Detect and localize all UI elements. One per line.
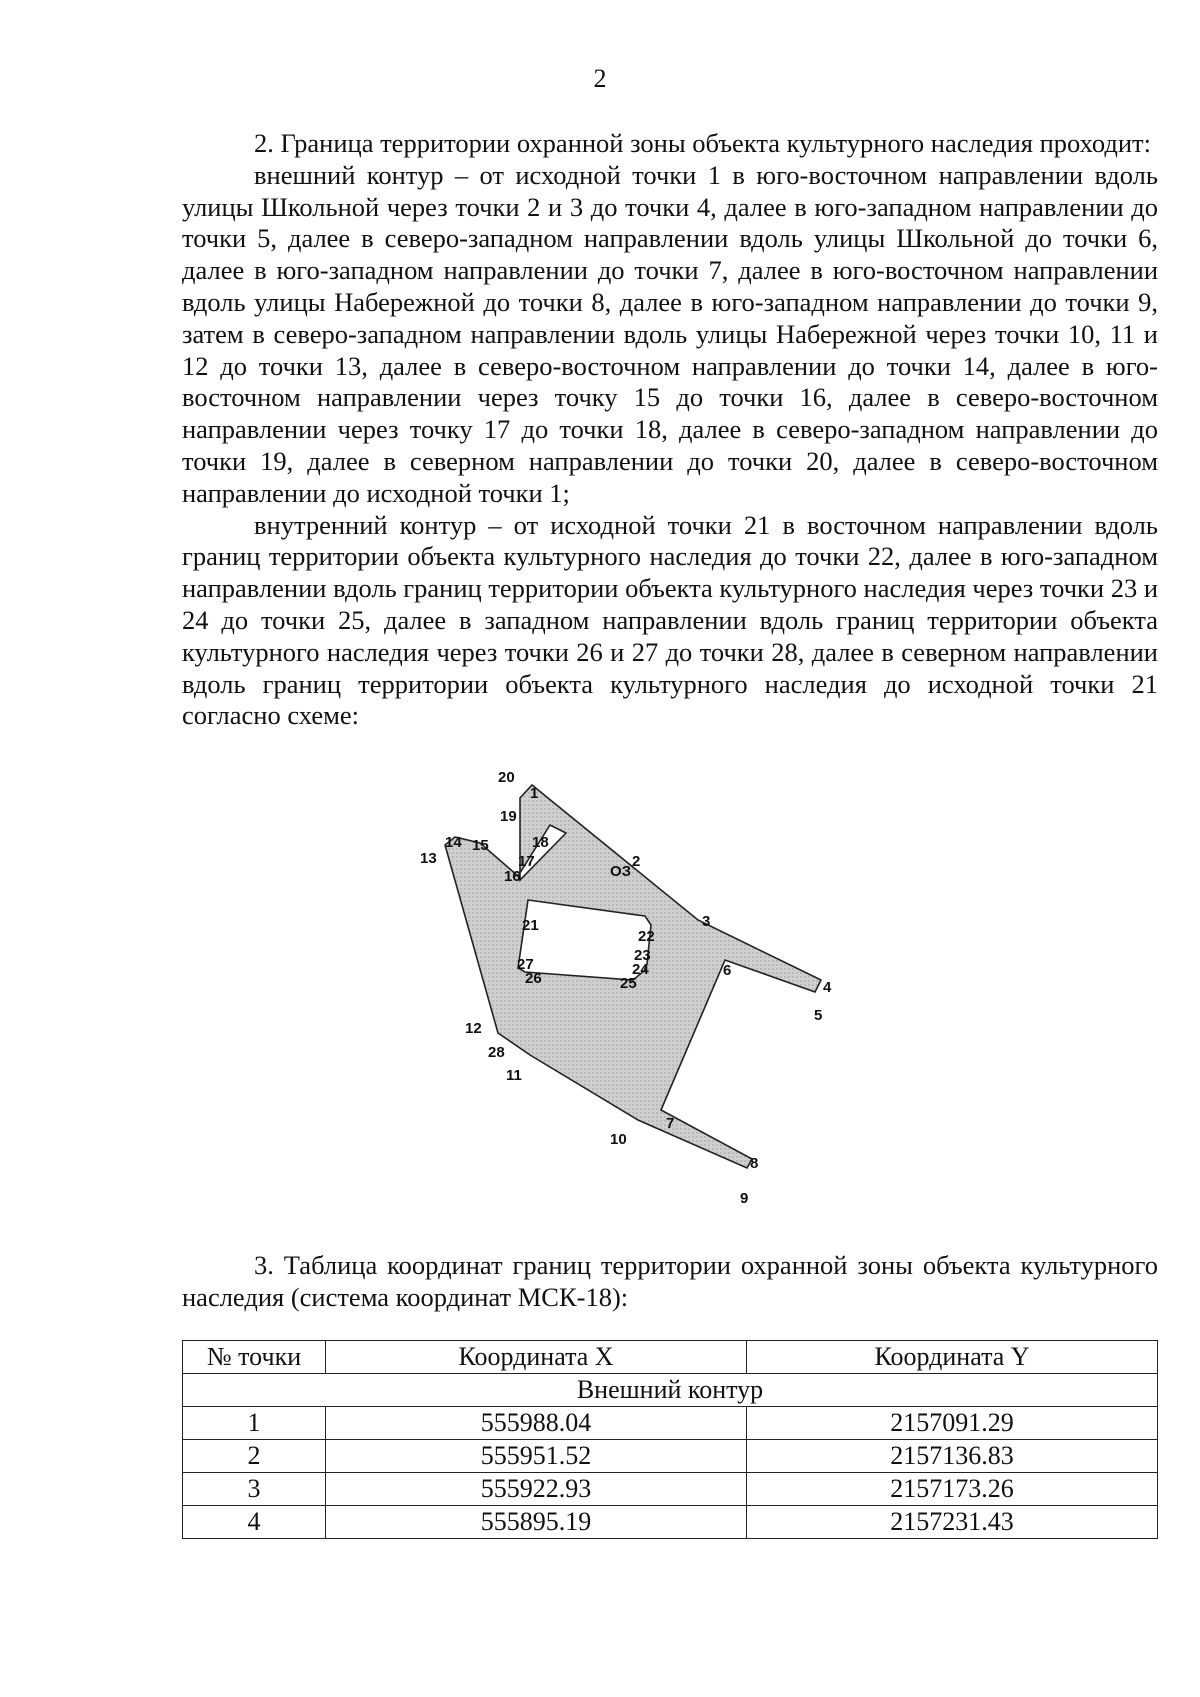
boundary-schema [420,769,920,1250]
cell-point-number: 3 [183,1473,326,1506]
cell-coordinate-y: 2157231.43 [747,1506,1158,1539]
point-label-17: 17 [518,853,535,870]
point-label-11: 11 [506,1067,522,1084]
group-label-outer-contour: Внешний контур [183,1374,1158,1407]
cell-point-number: 1 [183,1407,326,1440]
section-2-lead: 2. Граница территории охранной зоны объекта культурного наследия проходит: [254,128,1151,158]
point-label-2: 2 [632,853,641,870]
inner-contour-description: внутренний контур – от исходной точки 21 в восточном направлении вдоль границ территории объекта культурного наследия до точки 22, далее в юго-западном направлении вдоль границ территории объекта культурного наследия через точки 23 и 24 до точки 25, далее в западном направлении вдоль границ территории объекта культурного наследия через точки 26 и 27 до точки 28, далее в северном направлении вдоль границ территории объекта культурного наследия до исходной точки 21 согласно схеме: [182,509,1159,731]
table-group-row [183,1374,1158,1407]
point-label-16: 16 [504,868,521,885]
point-label-23: 23 [634,947,651,964]
point-label-8: 8 [750,1155,759,1172]
cell-coordinate-y: 2157091.29 [747,1407,1158,1440]
section-3-lead: 3. Таблица координат границ территории охранной зоны объекта культурного наследия (система координат МСК-18): [182,1250,1158,1312]
cell-coordinate-x: 555988.04 [326,1407,747,1440]
point-label-22: 22 [638,928,655,945]
outer-contour-description: внешний контур – от исходной точки 1 в юго-восточном направлении вдоль улицы Школьной через точки 2 и 3 до точки 4, далее в юго-западном направлении до точки 5, далее в северо-западном направлении вдоль улицы Школьной до точки 6, далее в юго-западном направлении до точки 7, далее в юго-восточном направлении вдоль улицы Набережной до точки 8, далее в юго-западном направлении до точки 9, затем в северо-западном направлении вдоль улицы Набережной через точки 10, 11 и 12 до точки 13, далее в северо-восточном направлении до точки 14, далее в юго-восточном направлении через точку 15 до точки 16, далее в северо-восточном направлении через точку 17 до точки 18, далее в северо-западном направлении до точки 19, далее в северном направлении до точки 20, далее в северо-восточном направлении до исходной точки 1; [182,159,1158,508]
point-label-6: 6 [723,962,732,979]
point-label-4: 4 [823,979,832,996]
point-label-21: 21 [522,917,539,934]
header-coordinate-x: Координата X [326,1341,747,1374]
section-2 [182,128,1158,732]
point-label-3: 3 [702,913,711,930]
coordinates-table [182,1340,1158,1539]
zone-label: ОЗ [610,863,632,880]
cell-point-number: 2 [183,1440,326,1473]
point-label-18: 18 [532,834,549,851]
cell-coordinate-x: 555922.93 [326,1473,747,1506]
cell-coordinate-y: 2157173.26 [747,1473,1158,1506]
point-label-26: 26 [525,970,542,987]
point-label-10: 10 [610,1131,627,1148]
cell-coordinate-x: 555895.19 [326,1506,747,1539]
table-row [183,1407,1158,1440]
section-3 [182,1250,1158,1314]
point-label-7: 7 [666,1115,675,1132]
point-label-19: 19 [500,808,517,825]
cell-coordinate-x: 555951.52 [326,1440,747,1473]
cell-coordinate-y: 2157136.83 [747,1440,1158,1473]
point-label-15: 15 [472,837,489,854]
table-header-row [183,1341,1158,1374]
table-row [183,1506,1158,1539]
page-number: 2 [593,64,607,93]
cell-point-number: 4 [183,1506,326,1539]
point-label-14: 14 [445,834,462,851]
point-label-12: 12 [465,1020,482,1037]
point-label-27: 27 [517,956,534,973]
point-label-28: 28 [488,1044,505,1061]
point-label-5: 5 [814,1007,823,1024]
point-label-13: 13 [420,850,437,867]
point-label-9: 9 [740,1190,749,1207]
point-label-1: 1 [530,785,539,802]
table-row [183,1440,1158,1473]
header-coordinate-y: Координата Y [747,1341,1158,1374]
table-row [183,1473,1158,1506]
header-point-number: № точки [183,1341,326,1374]
point-label-24: 24 [632,961,649,978]
point-labels [420,769,832,1207]
point-label-20: 20 [498,769,515,786]
point-label-25: 25 [620,975,637,992]
